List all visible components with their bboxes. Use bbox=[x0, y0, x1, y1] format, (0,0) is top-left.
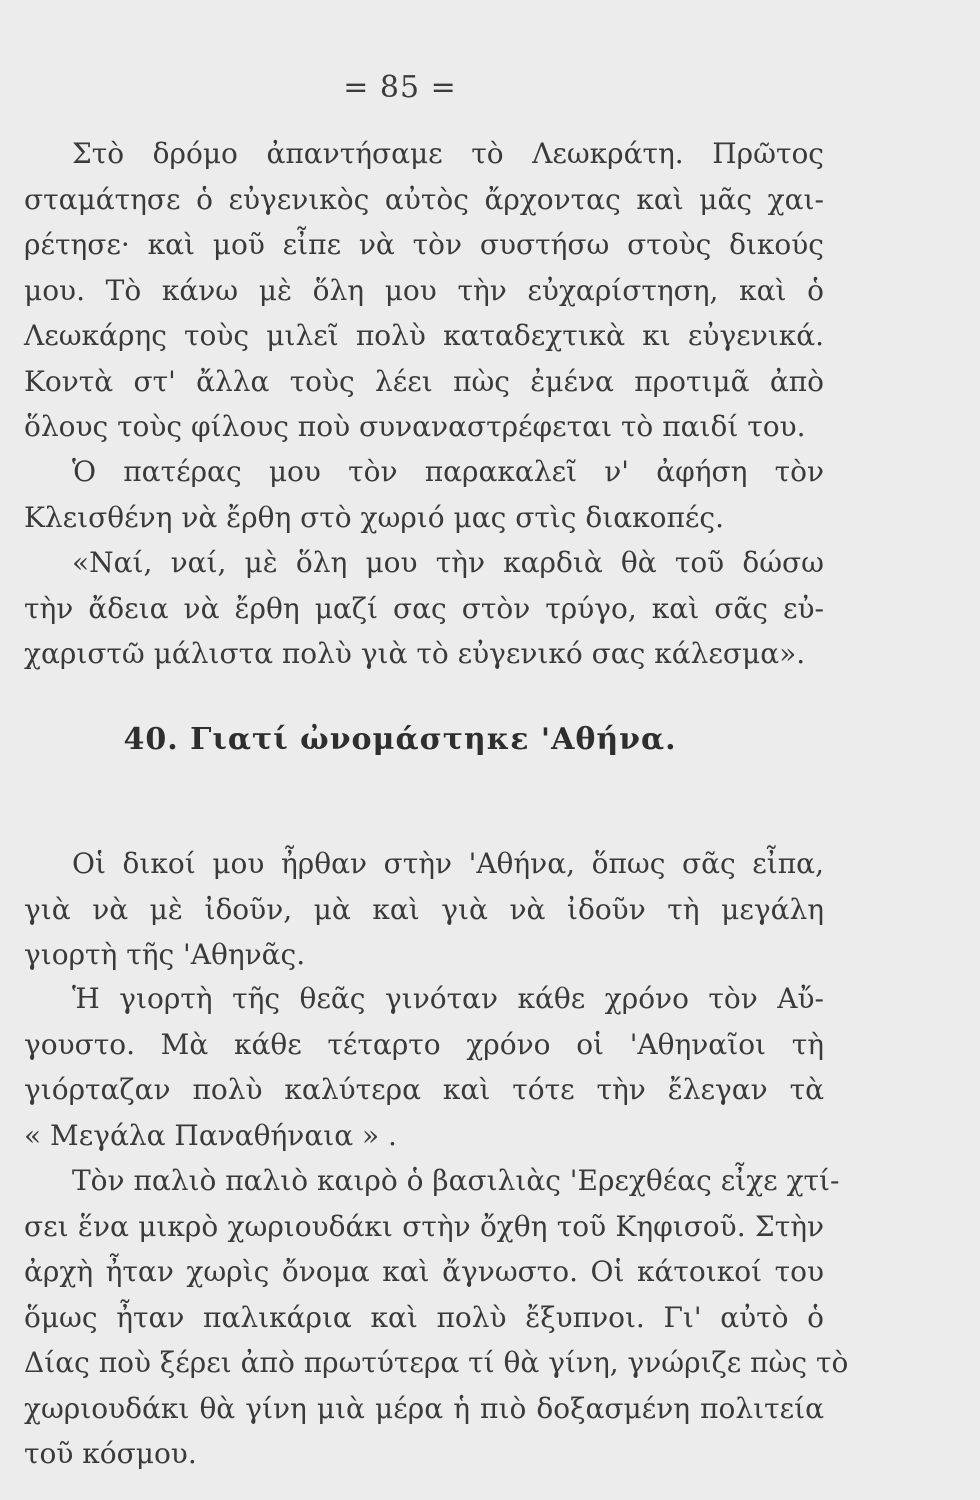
text-line: γιόρταζαν πολὺ καλύτερα καὶ τότε τὴν ἔλεγαν τὰ bbox=[24, 1073, 824, 1106]
section-heading: 40. Γιατί ὠνομάστηκε 'Αθήνα. bbox=[123, 722, 677, 757]
text-line: χωριουδάκι θὰ γίνη μιὰ μέρα ἡ πιὸ δοξασμένη πολιτεία bbox=[24, 1391, 824, 1425]
text-line: ὅλους τοὺς φίλους ποὺ συναναστρέφεται τὸ παιδί του. bbox=[24, 410, 806, 443]
text-line: γουστο. Μὰ κάθε τέταρτο χρόνο οἱ 'Αθηναῖοι τὴ bbox=[24, 1027, 824, 1061]
text-line: « Μεγάλα Παναθήναια » . bbox=[24, 1118, 397, 1152]
text-line: «Ναί, ναί, μὲ ὅλη μου τὴν καρδιὰ θὰ τοῦ δώσω bbox=[72, 546, 824, 579]
text-line: Οἱ δικοί μου ἦρθαν στὴν 'Αθήνα, ὅπως σᾶς εἶπα, bbox=[72, 847, 824, 880]
text-line: Δίας ποὺ ξέρει ἀπὸ πρωτύτερα τί θὰ γίνη, γνώριζε πὼς τὸ bbox=[24, 1346, 849, 1379]
text-line: σει ἕνα μικρὸ χωριουδάκι στὴν ὄχθη τοῦ Κηφισοῦ. Στὴν bbox=[24, 1209, 824, 1243]
text-line: τοῦ κόσμου. bbox=[24, 1437, 197, 1470]
paragraph bbox=[24, 449, 824, 540]
text-line: Λεωκάρης τοὺς μιλεῖ πολὺ καταδεχτικὰ κι εὐγενικά. bbox=[24, 319, 824, 352]
text-line: Κοντὰ στ' ἄλλα τοὺς λέει πὼς ἐμένα προτιμᾶ ἀπὸ bbox=[24, 364, 824, 398]
text-line: Ὁ πατέρας μου τὸν παρακαλεῖ ν' ἀφήση τὸν bbox=[72, 455, 824, 488]
paragraph bbox=[24, 540, 824, 677]
text-line: χαριστῶ μάλιστα πολὺ γιὰ τὸ εὐγενικό σας κάλεσμα». bbox=[24, 637, 806, 670]
paragraph bbox=[24, 841, 824, 978]
text-line: γιορτὴ τῆς 'Αθηνᾶς. bbox=[24, 938, 306, 971]
text-line: Τὸν παλιὸ παλιὸ καιρὸ ὁ βασιλιὰς 'Ερεχθέας εἶχε χτί- bbox=[72, 1164, 840, 1197]
text-line: τὴν ἄδεια νὰ ἔρθη μαζί σας στὸν τρύγο, καὶ σᾶς εὐ- bbox=[24, 591, 824, 625]
paragraph bbox=[24, 976, 824, 1158]
page-number: = 85 = bbox=[343, 70, 457, 105]
paragraph bbox=[24, 1158, 849, 1477]
text-line: Ἡ γιορτὴ τῆς θεᾶς γινόταν κάθε χρόνο τὸν Αὔ- bbox=[72, 982, 824, 1015]
text-line: ὅμως ἦταν παλικάρια καὶ πολὺ ἔξυπνοι. Γι' αὐτὸ ὁ bbox=[24, 1300, 824, 1334]
paragraph bbox=[24, 131, 824, 450]
text-line: Κλεισθένη νὰ ἔρθη στὸ χωριό μας στὶς διακοπές. bbox=[24, 500, 724, 534]
text-line: ρέτησε· καὶ μοῦ εἶπε νὰ τὸν συστήσω στοὺς δικούς bbox=[24, 228, 824, 261]
text-line: σταμάτησε ὁ εὐγενικὸς αὐτὸς ἄρχοντας καὶ μᾶς χαι- bbox=[24, 182, 824, 216]
text-line: Στὸ δρόμο ἀπαντήσαμε τὸ Λεωκράτη. Πρῶτος bbox=[72, 137, 824, 170]
text-line: ἀρχὴ ἦταν χωρὶς ὄνομα καὶ ἄγνωστο. Οἱ κάτοικοί του bbox=[24, 1255, 824, 1288]
text-line: μου. Τὸ κάνω μὲ ὅλη μου τὴν εὐχαρίστηση, καὶ ὁ bbox=[24, 273, 824, 307]
text-line: γιὰ νὰ μὲ ἰδοῦν, μὰ καὶ γιὰ νὰ ἰδοῦν τὴ μεγάλη bbox=[24, 892, 824, 926]
